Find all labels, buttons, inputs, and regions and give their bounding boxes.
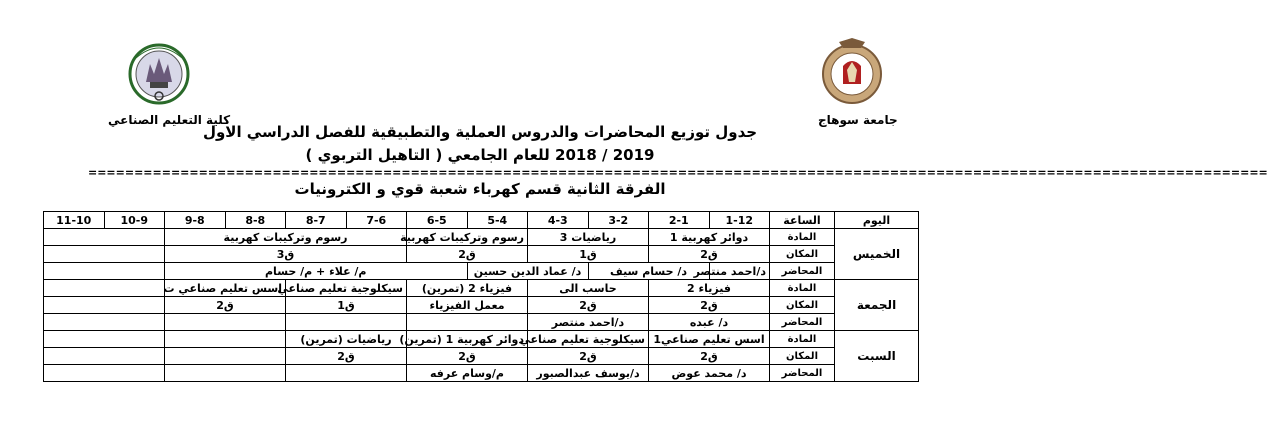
schedule-table <box>43 211 919 382</box>
place-row <box>44 246 919 263</box>
schedule-cell: رسوم وتركيبات كهربية <box>407 229 528 246</box>
schedule-cell: ق2 <box>649 297 770 314</box>
schedule-cell <box>286 314 407 331</box>
schedule-cell: فيزياء 2 (تمرين) <box>407 280 528 297</box>
schedule-cell: ق2 <box>528 297 649 314</box>
schedule-cell: م/ علاء + م/ حسام <box>165 263 468 280</box>
schedule-cell: د/ محمد عوض <box>649 365 770 382</box>
schedule-cell: رياضيات (تمرين) <box>286 331 407 348</box>
schedule-cell <box>44 314 165 331</box>
schedule-cell <box>44 280 165 297</box>
department-title: الفرقة الثانية قسم كهرباء شعبة قوي و الكترونيات <box>294 180 666 198</box>
period-header: 4-3 <box>528 212 589 229</box>
period-header: 2-1 <box>649 212 710 229</box>
schedule-cell <box>44 263 165 280</box>
schedule-cell: اسس تعليم صناعي1 <box>649 331 770 348</box>
row-label: المادة <box>770 280 835 297</box>
schedule-cell: د/ عبده <box>649 314 770 331</box>
row-label: المكان <box>770 246 835 263</box>
day-cell: الجمعة <box>835 280 919 331</box>
schedule-cell <box>44 246 165 263</box>
schedule-cell: سيكلوجية تعليم صناعي <box>528 331 649 348</box>
schedule-cell <box>165 365 286 382</box>
faculty-name: كلية التعليم الصناعي <box>108 113 231 127</box>
day-header: اليوم <box>835 212 919 229</box>
schedule-cell: سيكلوجية تعليم صناعي <box>286 280 407 297</box>
schedule-cell: ق2 <box>407 348 528 365</box>
schedule-cell <box>44 348 165 365</box>
subject-row <box>44 280 919 297</box>
period-header: 9-8 <box>165 212 226 229</box>
period-header: 11-10 <box>44 212 105 229</box>
day-cell: السبت <box>835 331 919 382</box>
schedule-cell <box>44 331 165 348</box>
hour-header: الساعة <box>770 212 835 229</box>
day-cell: الخميس <box>835 229 919 280</box>
schedule-cell: فيزياء 2 <box>649 280 770 297</box>
row-label: المكان <box>770 297 835 314</box>
schedule-cell: ق2 <box>165 297 286 314</box>
lecturer-row <box>44 263 919 280</box>
schedule-cell: د/يوسف عبدالصبور <box>528 365 649 382</box>
row-label: المكان <box>770 348 835 365</box>
schedule-cell: دوائر كهربية 1 (تمرين) <box>407 331 528 348</box>
schedule-cell <box>44 365 165 382</box>
schedule-cell: ق2 <box>286 348 407 365</box>
header-row <box>44 212 919 229</box>
schedule-cell: دوائر كهربية 1 <box>649 229 770 246</box>
lecturer-row <box>44 314 919 331</box>
schedule-cell <box>165 331 286 348</box>
schedule-cell: ق2 <box>649 348 770 365</box>
schedule-cell <box>44 229 165 246</box>
schedule-cell: د/ حسام سيف <box>588 263 709 280</box>
subject-row <box>44 229 919 246</box>
schedule-cell <box>165 314 286 331</box>
schedule-cell: رسوم وتركيبات كهربية <box>165 229 407 246</box>
university-logo <box>821 36 883 110</box>
schedule-cell: ق2 <box>649 246 770 263</box>
period-header: 6-5 <box>407 212 468 229</box>
period-header: 7-6 <box>346 212 407 229</box>
faculty-logo <box>128 38 190 112</box>
schedule-cell: رياضيات 3 <box>528 229 649 246</box>
schedule-cell: ق1 <box>528 246 649 263</box>
schedule-title: جدول توزيع المحاضرات والدروس العملية والتطبيقية للفصل الدراسي الاول <box>202 123 758 141</box>
place-row <box>44 348 919 365</box>
schedule-cell: د/احمد منتصر <box>709 263 770 280</box>
schedule-cell <box>407 314 528 331</box>
period-header: 5-4 <box>467 212 528 229</box>
schedule-cell: ق2 <box>407 246 528 263</box>
period-header: 1-12 <box>709 212 770 229</box>
schedule-cell: ق3 <box>165 246 407 263</box>
period-header: 8-7 <box>286 212 347 229</box>
schedule-cell: د/احمد منتصر <box>528 314 649 331</box>
separator-line: ================================================================================================================================ <box>88 166 1268 179</box>
row-label: المحاضر <box>770 365 835 382</box>
period-header: 3-2 <box>588 212 649 229</box>
row-label: المادة <box>770 229 835 246</box>
row-label: المحاضر <box>770 314 835 331</box>
place-row <box>44 297 919 314</box>
schedule-cell <box>44 297 165 314</box>
period-header: 8-8 <box>225 212 286 229</box>
period-header: 10-9 <box>104 212 165 229</box>
schedule-cell <box>165 348 286 365</box>
schedule-cell: ق2 <box>528 348 649 365</box>
row-label: المادة <box>770 331 835 348</box>
lecturer-row <box>44 365 919 382</box>
schedule-cell: م/وسام عرفه <box>407 365 528 382</box>
schedule-cell: اسس تعليم صناعي ت <box>165 280 286 297</box>
schedule-cell <box>286 365 407 382</box>
academic-year: 2019 / 2018 للعام الجامعي ( التاهيل التربوي ) <box>305 146 655 164</box>
university-name: جامعة سوهاج <box>818 113 898 127</box>
subject-row <box>44 331 919 348</box>
row-label: المحاضر <box>770 263 835 280</box>
schedule-cell: حاسب الى <box>528 280 649 297</box>
schedule-cell: د/ عماد الدين حسين <box>467 263 588 280</box>
schedule-cell: ق1 <box>286 297 407 314</box>
schedule-cell: معمل الفيزياء <box>407 297 528 314</box>
